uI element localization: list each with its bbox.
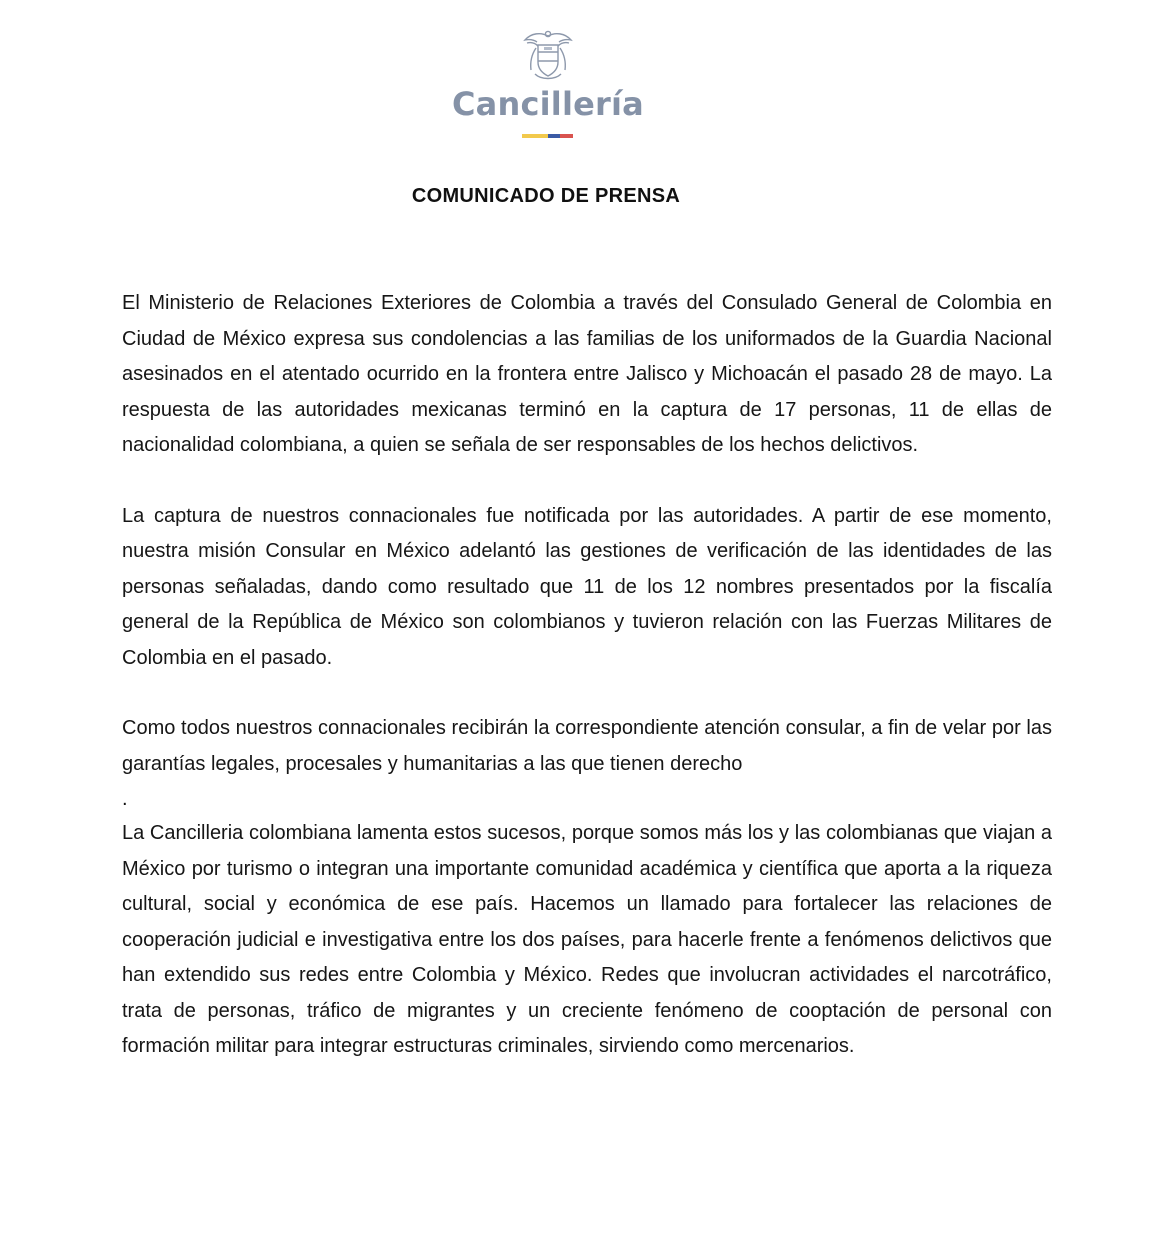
flag-yellow-stripe	[522, 134, 548, 138]
flag-blue-stripe	[548, 134, 560, 138]
flag-red-stripe	[560, 134, 573, 138]
stray-period: .	[122, 788, 128, 810]
brand-name: Cancillería	[452, 85, 644, 123]
paragraph-3: Como todos nuestros connacionales recibirán la correspondiente atención consular, a fin de velar por las garantías legales, procesales y humanitarias a las que tienen derecho	[122, 717, 1052, 775]
paragraph-4: La Cancilleria colombiana lamenta estos sucesos, porque somos más los y las colombianas que viajan a México por turismo o integran una importante comunidad académica y científica que aporta a la riqueza cultural, social y económica de ese país. Hacemos un llamado para fortalecer las relaciones de cooperación judicial e investigativa entre los dos países, para hacerle frente a fenómenos delictivos que han extendido sus redes entre Colombia y México. Redes que involucran actividades el narcotráfico, trata de personas, tráfico de migrantes y un creciente fenómeno de cooptación de personal con formación militar para integrar estructuras criminales, sirviendo como mercenarios.	[122, 822, 1052, 1057]
document-title: COMUNICADO DE PRENSA	[411, 185, 681, 207]
letterhead	[0, 26, 1158, 146]
flag-color-bar	[522, 134, 573, 138]
colombia-coat-of-arms-icon	[519, 28, 577, 84]
paragraph-1: El Ministerio de Relaciones Exteriores de Colombia a través del Consulado General de Colombia en Ciudad de México expresa sus condolencias a las familias de los uniformados de la Guardia Nacional asesinados en el atentado ocurrido en la frontera entre Jalisco y Michoacán el pasado 28 de mayo. La respuesta de las autoridades mexicanas terminó en la captura de 17 personas, 11 de ellas de nacionalidad colombiana, a quien se señala de ser responsables de los hechos delictivos.	[122, 292, 1052, 456]
paragraph-2: La captura de nuestros connacionales fue notificada por las autoridades. A partir de ese momento, nuestra misión Consular en México adelantó las gestiones de verificación de las identidades de las personas señaladas, dando como resultado que 11 de los 12 nombres presentados por la fiscalía general de la República de México son colombianos y tuvieron relación con las Fuerzas Militares de Colombia en el pasado.	[122, 504, 1052, 669]
document-body	[122, 286, 1052, 1065]
